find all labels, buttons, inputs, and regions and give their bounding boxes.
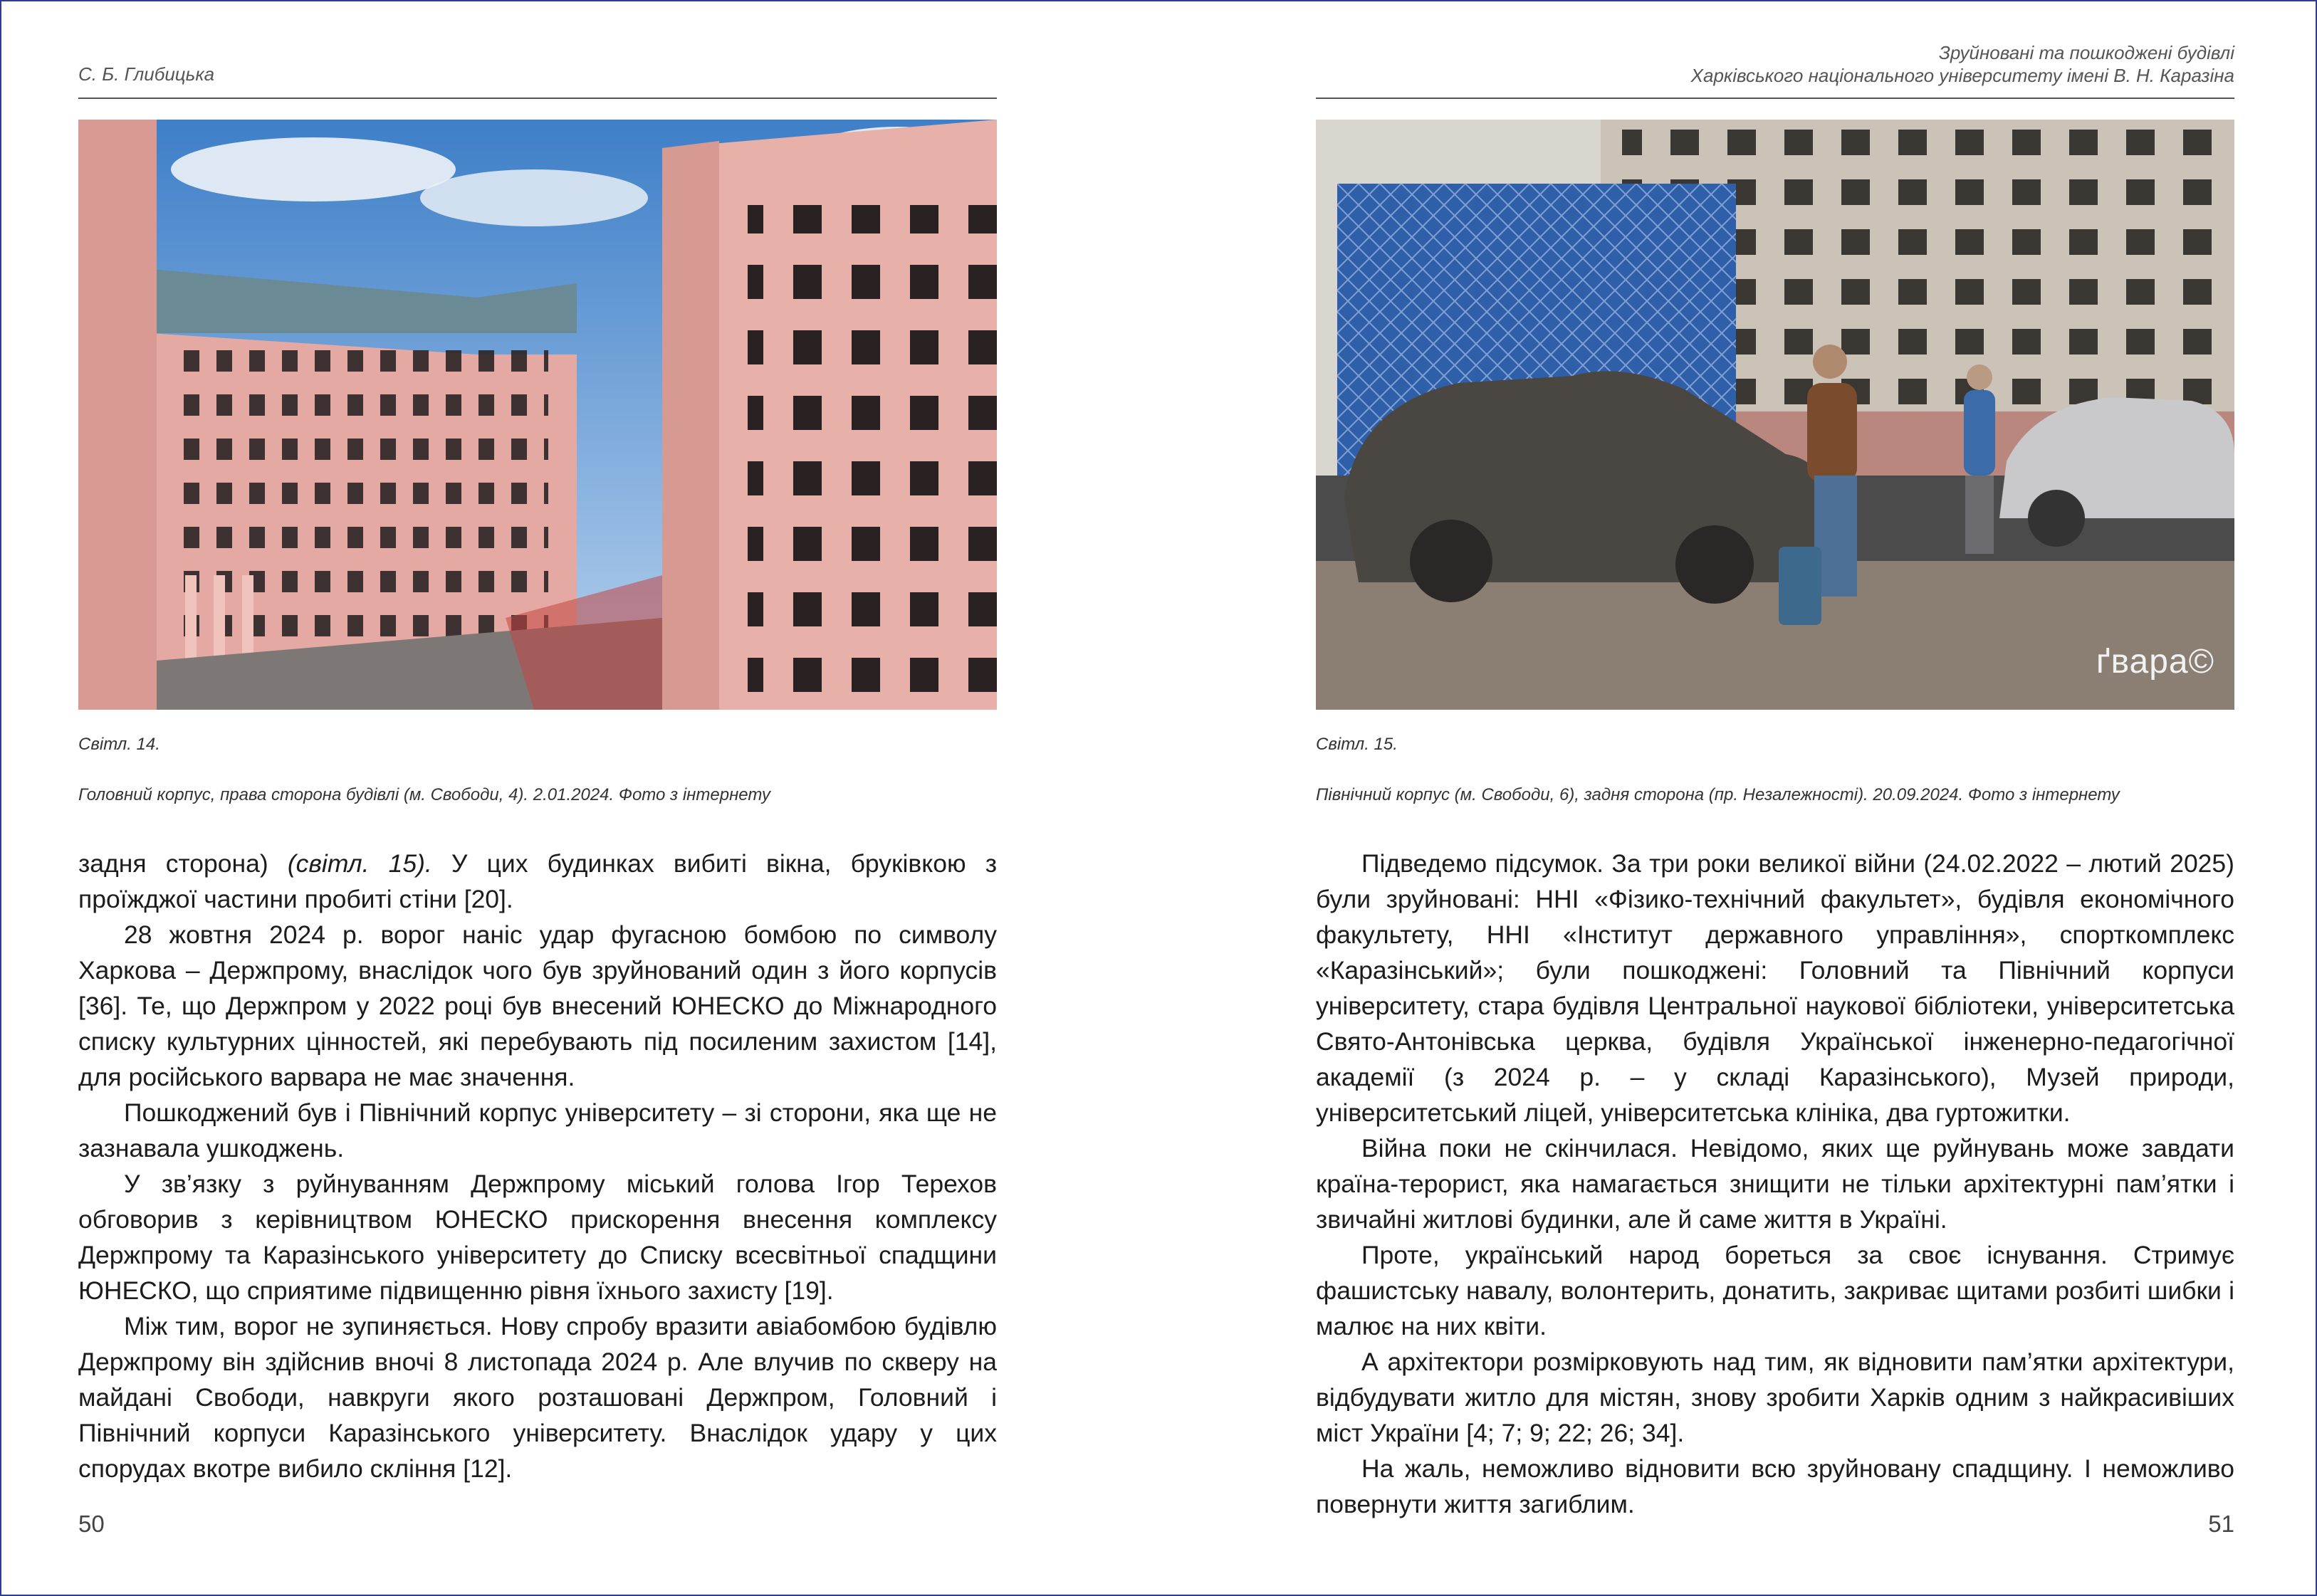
left-head-rule xyxy=(78,98,997,99)
caption-text-14: Головний корпус, права сторона будівлі (м. Свободи, 4). 2.01.2024. Фото з інтернету xyxy=(78,785,770,804)
left-running-head: С. Б. Глибицька xyxy=(78,63,215,85)
paragraph: Підведемо підсумок. За три роки великої війни (24.02.2022 – лютий 2025) були зруйновані: ННІ «Фізико-технічний факультет», будівля економічного факультету, ННІ «Інститут державного управління», спорткомплекс «Каразінський»; були пошкоджені: Головний та Північний корпуси університету, стара будівля Центральної наукової бібліотеки, університетська Свято-Антонівська церква, будівля Української інженерно-педагогічної академії (з 2024 р. – у складі Каразінського), Музей природи, університетський ліцей, університетська клініка, два гуртожитки. xyxy=(1316,849,2234,1127)
running-head-line-2: Харківського національного університету імені В. Н. Каразіна xyxy=(1690,65,2234,86)
photo-15 xyxy=(1316,120,2234,710)
right-head-rule xyxy=(1316,98,2234,99)
paragraph: Війна поки не скінчилася. Невідомо, яких ще руйнувань може завдати країна-терорист, яка намагається знищити не тільки архітектурні пам’ятки і звичайні житлові будинки, але й саме життя в Україні. xyxy=(1316,1134,2234,1234)
courtyard-photo-illustration xyxy=(78,120,997,710)
right-running-head xyxy=(1316,41,2234,87)
right-body-text xyxy=(1316,846,2234,1522)
running-head-line-1: Зруйновані та пошкоджені будівлі xyxy=(1938,42,2234,63)
street-photo-illustration xyxy=(1316,120,2234,710)
photo-watermark: ґвара© xyxy=(2096,643,2214,681)
caption-number-14: Світл. 14. xyxy=(78,735,160,754)
right-page xyxy=(1316,0,2234,1596)
paragraph: А архітектори розмірковують над тим, як відновити пам’ятки архітектури, відбудувати житло для містян, знову зробити Харків одним з найкрасивіших міст України [4; 7; 9; 22; 26; 34]. xyxy=(1316,1348,2234,1447)
paragraph: Пошкоджений був і Північний корпус університету – зі сторони, яка ще не зазнавала ушкоджень. xyxy=(78,1098,997,1162)
photo-14 xyxy=(78,120,997,710)
paragraph: Проте, український народ бореться за своє існування. Стримує фашистську навалу, волонтерить, донатить, закриває щитами розбиті шибки і малює на них квіти. xyxy=(1316,1241,2234,1340)
paragraph: 28 жовтня 2024 р. ворог наніс удар фугасною бомбою по символу Харкова – Держпрому, внаслідок чого був зруйнований один з його корпусів [36]. Те, що Держпром у 2022 році був внесений ЮНЕСКО до Міжнародного списку культурних цінностей, які перебувають під посиленим захистом [14], для російського варвара не має значення. xyxy=(78,920,997,1091)
figure-reference: (світл. 15). xyxy=(287,849,432,878)
paragraph: Між тим, ворог не зупиняється. Нову спробу вразити авіабомбою будівлю Держпрому він здійснив вночі 8 листопада 2024 р. Але влучив по скверу на майдані Свободи, навкруги якого розташовані Держпром, Головний і Північний корпуси Каразінського університету. Внаслідок удару у цих спорудах вкотре вибило скління [12]. xyxy=(78,1312,997,1483)
left-body-text xyxy=(78,846,997,1486)
paragraph: На жаль, неможливо відновити всю зруйновану спадщину. І неможливо повернути життя загиблим. xyxy=(1316,1454,2234,1518)
caption-number-15: Світл. 15. xyxy=(1316,735,1398,754)
page-number-left: 50 xyxy=(78,1511,105,1537)
paragraph: У зв’язку з руйнуванням Держпрому міський голова Ігор Терехов обговорив з керівництвом ЮНЕСКО прискорення внесення комплексу Держпрому та Каразінського університету до Списку всесвітньої спадщини ЮНЕСКО, що сприятиме підвищенню рівня їхнього захисту [19]. xyxy=(78,1170,997,1305)
paragraph: задня сторона) (світл. 15). У цих будинках вибиті вікна, бруківкою з проїжджої частини пробиті стіни [20]. xyxy=(78,849,997,913)
caption-text-15: Північний корпус (м. Свободи, 6), задня сторона (пр. Незалежності). 20.09.2024. Фото з інтернету xyxy=(1316,785,2120,804)
page-number-right: 51 xyxy=(2208,1511,2234,1537)
left-page xyxy=(78,0,997,1596)
